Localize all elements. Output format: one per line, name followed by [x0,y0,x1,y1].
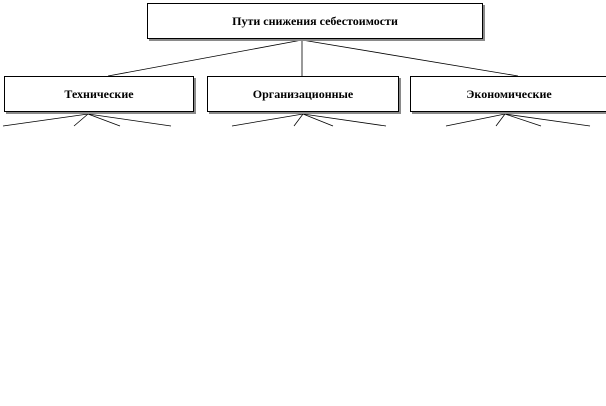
stub-tech-4 [88,114,171,126]
stub-tech-3 [88,114,120,126]
stub-econ-1 [446,114,505,126]
root-node-label: Пути снижения себестоимости [232,13,398,28]
connector-root-econ [302,40,518,76]
node-technical [4,76,194,112]
connector-root-tech [108,40,302,76]
stub-org-2 [294,114,303,126]
root-node [147,3,483,39]
node-organizational [207,76,399,112]
stub-econ-3 [505,114,541,126]
node-economic-label: Экономические [466,86,552,101]
stub-tech-1 [3,114,88,126]
stub-org-4 [303,114,386,126]
node-technical-label: Технические [64,86,134,101]
node-organizational-label: Организационные [252,86,354,101]
node-economic [410,76,606,112]
stub-econ-4 [505,114,590,126]
stub-org-1 [232,114,303,126]
